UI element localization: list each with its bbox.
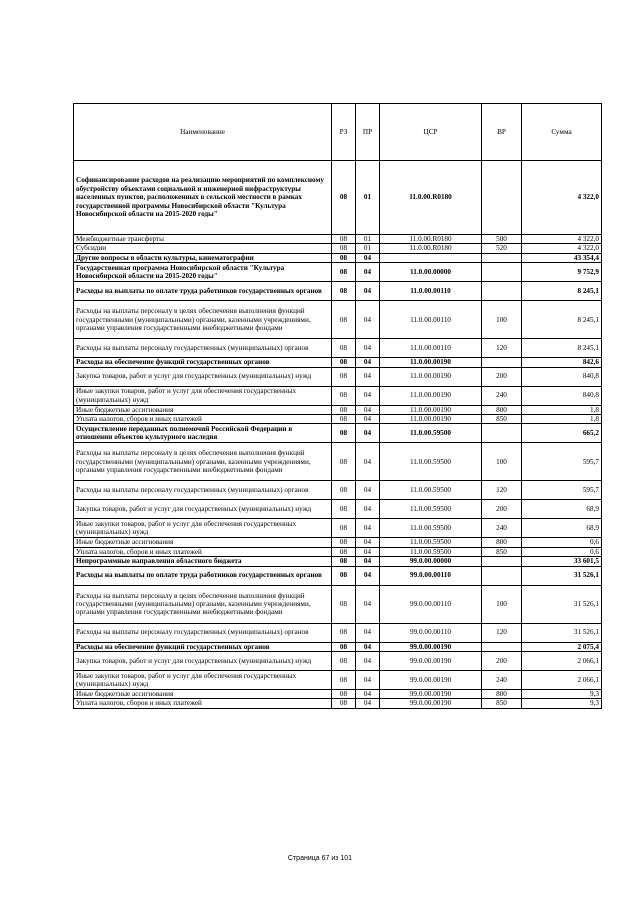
- cell-vr: 850: [482, 547, 522, 556]
- cell-name: Закупка товаров, работ и услуг для государственных (муниципальных) нужд: [74, 500, 332, 519]
- cell-name: Расходы на обеспечение функций государственных органов: [74, 642, 332, 651]
- table-row: [74, 519, 602, 538]
- cell-csr: 11.0.00.00190: [380, 405, 482, 414]
- cell-name: Расходы на выплаты персоналу государственных (муниципальных) органов: [74, 481, 332, 500]
- cell-csr: 11.0.00.00190: [380, 415, 482, 424]
- table-body: [74, 161, 602, 709]
- cell-vr: 520: [482, 244, 522, 253]
- cell-vr: 500: [482, 235, 522, 244]
- table-row: [74, 642, 602, 651]
- cell-csr: [380, 253, 482, 262]
- cell-vr: 800: [482, 690, 522, 699]
- cell-pr: 04: [356, 253, 380, 262]
- cell-name: Софинансирование расходов на реализацию мероприятий по комплексному обустройству объектами социальной и инженерной инфраструктуры населенных пунктов, расположенных в сельской местности в рамках государственной программы Новосибирской области "Культура Новосибирской области на 2015-2020 годы": [74, 161, 332, 235]
- cell-rz: 08: [332, 282, 356, 301]
- cell-pr: 04: [356, 652, 380, 671]
- cell-pr: 04: [356, 557, 380, 566]
- cell-pr: 04: [356, 443, 380, 481]
- table-row: [74, 690, 602, 699]
- cell-sum: 1,8: [522, 415, 602, 424]
- cell-sum: 2 075,4: [522, 642, 602, 651]
- cell-sum: 68,9: [522, 519, 602, 538]
- cell-sum: 4 322,0: [522, 244, 602, 253]
- cell-name: Субсидии: [74, 244, 332, 253]
- cell-name: Иные бюджетные ассигнования: [74, 538, 332, 547]
- cell-vr: 120: [482, 623, 522, 642]
- cell-name: Расходы на выплаты по оплате труда работников государственных органов: [74, 566, 332, 585]
- table-header-row: [74, 104, 602, 161]
- table-row: [74, 244, 602, 253]
- cell-name: Закупка товаров, работ и услуг для государственных (муниципальных) нужд: [74, 367, 332, 386]
- cell-vr: 200: [482, 652, 522, 671]
- cell-name: Иные закупки товаров, работ и услуг для обеспечения государственных (муниципальных) нужд: [74, 386, 332, 405]
- cell-pr: 04: [356, 500, 380, 519]
- cell-csr: 99.0.00.00000: [380, 557, 482, 566]
- cell-csr: 11.0.00.R0180: [380, 235, 482, 244]
- table-row: [74, 367, 602, 386]
- cell-csr: 11.0.00.59500: [380, 500, 482, 519]
- cell-pr: 01: [356, 244, 380, 253]
- cell-pr: 04: [356, 481, 380, 500]
- cell-rz: 08: [332, 690, 356, 699]
- table-row: [74, 415, 602, 424]
- budget-table: [73, 103, 602, 709]
- cell-csr: 99.0.00.00190: [380, 671, 482, 690]
- cell-sum: 4 322,0: [522, 235, 602, 244]
- table-row: [74, 301, 602, 339]
- cell-name: Государственная программа Новосибирской области "Культура Новосибирской области на 2015-2020 годы": [74, 263, 332, 282]
- cell-rz: 08: [332, 424, 356, 443]
- cell-name: Межбюджетные трансферты: [74, 235, 332, 244]
- cell-sum: 33 601,5: [522, 557, 602, 566]
- cell-vr: 120: [482, 481, 522, 500]
- cell-pr: 01: [356, 235, 380, 244]
- cell-sum: 68,9: [522, 500, 602, 519]
- cell-rz: 08: [332, 642, 356, 651]
- cell-rz: 08: [332, 443, 356, 481]
- cell-sum: 8 245,1: [522, 282, 602, 301]
- cell-vr: 100: [482, 443, 522, 481]
- cell-csr: 11.0.00.00190: [380, 367, 482, 386]
- table-row: [74, 538, 602, 547]
- cell-pr: 04: [356, 585, 380, 623]
- cell-name: Уплата налогов, сборов и иных платежей: [74, 699, 332, 708]
- table-row: [74, 557, 602, 566]
- cell-pr: 04: [356, 339, 380, 358]
- cell-sum: 9,3: [522, 690, 602, 699]
- cell-rz: 08: [332, 263, 356, 282]
- cell-csr: 99.0.00.00190: [380, 699, 482, 708]
- table-row: [74, 443, 602, 481]
- cell-sum: 665,2: [522, 424, 602, 443]
- cell-name: Расходы на обеспечение функций государственных органов: [74, 358, 332, 367]
- cell-pr: 04: [356, 358, 380, 367]
- table-row: [74, 481, 602, 500]
- cell-csr: 11.0.00.59500: [380, 519, 482, 538]
- cell-rz: 08: [332, 301, 356, 339]
- cell-sum: 842,6: [522, 358, 602, 367]
- cell-pr: 04: [356, 301, 380, 339]
- cell-name: Расходы на выплаты персоналу в целях обеспечения выполнения функций государственными (муниципальными) органами, казенными учреждениями, органами управления государственными внебюджетными фондами: [74, 443, 332, 481]
- cell-csr: 99.0.00.00190: [380, 642, 482, 651]
- cell-vr: 120: [482, 339, 522, 358]
- cell-vr: [482, 566, 522, 585]
- cell-vr: [482, 557, 522, 566]
- cell-sum: 1,8: [522, 405, 602, 414]
- cell-pr: 04: [356, 690, 380, 699]
- cell-pr: 04: [356, 699, 380, 708]
- cell-name: Другие вопросы в области культуры, кинематографии: [74, 253, 332, 262]
- cell-vr: [482, 282, 522, 301]
- cell-sum: 31 526,1: [522, 566, 602, 585]
- cell-csr: 11.0.00.R0180: [380, 161, 482, 235]
- cell-pr: 04: [356, 424, 380, 443]
- cell-vr: 800: [482, 405, 522, 414]
- cell-pr: 04: [356, 405, 380, 414]
- table-row: [74, 500, 602, 519]
- cell-vr: [482, 358, 522, 367]
- cell-pr: 04: [356, 566, 380, 585]
- cell-rz: 08: [332, 415, 356, 424]
- header-pr: ПР: [356, 104, 380, 161]
- cell-csr: 11.0.00.59500: [380, 424, 482, 443]
- table-row: [74, 282, 602, 301]
- cell-sum: 4 322,0: [522, 161, 602, 235]
- table-row: [74, 405, 602, 414]
- cell-name: Расходы на выплаты персоналу в целях обеспечения выполнения функций государственными (муниципальными) органами, казенными учреждениями, органами управления государственными внебюджетными фондами: [74, 301, 332, 339]
- cell-sum: 0,6: [522, 547, 602, 556]
- cell-rz: 08: [332, 671, 356, 690]
- cell-rz: 08: [332, 500, 356, 519]
- cell-vr: [482, 253, 522, 262]
- table-row: [74, 339, 602, 358]
- cell-sum: 595,7: [522, 443, 602, 481]
- cell-vr: 850: [482, 415, 522, 424]
- cell-sum: 0,6: [522, 538, 602, 547]
- cell-vr: [482, 263, 522, 282]
- table-row: [74, 547, 602, 556]
- cell-sum: 2 066,1: [522, 671, 602, 690]
- cell-vr: [482, 161, 522, 235]
- cell-sum: 31 526,1: [522, 623, 602, 642]
- cell-name: Иные закупки товаров, работ и услуг для обеспечения государственных (муниципальных) нужд: [74, 519, 332, 538]
- cell-rz: 08: [332, 358, 356, 367]
- cell-pr: 04: [356, 671, 380, 690]
- cell-rz: 08: [332, 244, 356, 253]
- cell-pr: 04: [356, 415, 380, 424]
- cell-vr: 800: [482, 538, 522, 547]
- cell-sum: 8 245,1: [522, 301, 602, 339]
- cell-csr: 11.0.00.00190: [380, 358, 482, 367]
- cell-sum: 8 245,1: [522, 339, 602, 358]
- table-row: [74, 424, 602, 443]
- cell-sum: 840,8: [522, 386, 602, 405]
- cell-sum: 595,7: [522, 481, 602, 500]
- cell-rz: 08: [332, 699, 356, 708]
- cell-rz: 08: [332, 519, 356, 538]
- cell-pr: 01: [356, 161, 380, 235]
- cell-name: Расходы на выплаты персоналу государственных (муниципальных) органов: [74, 623, 332, 642]
- header-vr: ВР: [482, 104, 522, 161]
- header-csr: ЦСР: [380, 104, 482, 161]
- cell-rz: 08: [332, 367, 356, 386]
- cell-name: Уплата налогов, сборов и иных платежей: [74, 547, 332, 556]
- table-row: [74, 623, 602, 642]
- cell-name: Осуществление переданных полномочий Российской Федерации в отношении объектов культурного наследия: [74, 424, 332, 443]
- cell-name: Уплата налогов, сборов и иных платежей: [74, 415, 332, 424]
- table-row: [74, 699, 602, 708]
- cell-csr: 99.0.00.00110: [380, 623, 482, 642]
- cell-rz: 08: [332, 623, 356, 642]
- cell-vr: [482, 642, 522, 651]
- cell-name: Расходы на выплаты по оплате труда работников государственных органов: [74, 282, 332, 301]
- cell-pr: 04: [356, 519, 380, 538]
- page-number: Страница 67 из 101: [287, 855, 353, 862]
- cell-name: Иные закупки товаров, работ и услуг для обеспечения государственных (муниципальных) нужд: [74, 671, 332, 690]
- cell-vr: 200: [482, 500, 522, 519]
- cell-name: Непрограммные направления областного бюджета: [74, 557, 332, 566]
- cell-rz: 08: [332, 557, 356, 566]
- cell-pr: 04: [356, 547, 380, 556]
- cell-pr: 04: [356, 386, 380, 405]
- cell-sum: 2 066,1: [522, 652, 602, 671]
- cell-vr: 100: [482, 301, 522, 339]
- cell-rz: 08: [332, 405, 356, 414]
- cell-csr: 11.0.00.00110: [380, 339, 482, 358]
- cell-vr: 100: [482, 585, 522, 623]
- table-row: [74, 358, 602, 367]
- table-row: [74, 566, 602, 585]
- cell-rz: 08: [332, 253, 356, 262]
- cell-sum: 9,3: [522, 699, 602, 708]
- table-row: [74, 263, 602, 282]
- cell-csr: 11.0.00.00110: [380, 282, 482, 301]
- table-row: [74, 585, 602, 623]
- table-row: [74, 253, 602, 262]
- cell-sum: 9 752,9: [522, 263, 602, 282]
- cell-rz: 08: [332, 538, 356, 547]
- cell-csr: 11.0.00.59500: [380, 443, 482, 481]
- cell-csr: 11.0.00.00110: [380, 301, 482, 339]
- cell-pr: 04: [356, 263, 380, 282]
- table-row: [74, 652, 602, 671]
- cell-pr: 04: [356, 282, 380, 301]
- cell-csr: 99.0.00.00110: [380, 566, 482, 585]
- table-row: [74, 235, 602, 244]
- cell-csr: 99.0.00.00190: [380, 690, 482, 699]
- cell-name: Расходы на выплаты персоналу в целях обеспечения выполнения функций государственными (муниципальными) органами, казенными учреждениями, органами управления государственными внебюджетными фондами: [74, 585, 332, 623]
- cell-name: Закупка товаров, работ и услуг для государственных (муниципальных) нужд: [74, 652, 332, 671]
- table-row: [74, 386, 602, 405]
- cell-csr: 11.0.00.00190: [380, 386, 482, 405]
- cell-csr: 11.0.00.R0180: [380, 244, 482, 253]
- cell-csr: 11.0.00.00000: [380, 263, 482, 282]
- header-name: Наименование: [74, 104, 332, 161]
- table-row: [74, 161, 602, 235]
- header-rz: РЗ: [332, 104, 356, 161]
- cell-sum: 31 526,1: [522, 585, 602, 623]
- cell-csr: 11.0.00.59500: [380, 538, 482, 547]
- cell-rz: 08: [332, 235, 356, 244]
- cell-pr: 04: [356, 367, 380, 386]
- cell-pr: 04: [356, 538, 380, 547]
- cell-rz: 08: [332, 652, 356, 671]
- cell-vr: 240: [482, 519, 522, 538]
- cell-name: Иные бюджетные ассигнования: [74, 690, 332, 699]
- cell-sum: 43 354,4: [522, 253, 602, 262]
- cell-rz: 08: [332, 585, 356, 623]
- header-sum: Сумма: [522, 104, 602, 161]
- cell-csr: 11.0.00.59500: [380, 547, 482, 556]
- cell-name: Иные бюджетные ассигнования: [74, 405, 332, 414]
- cell-vr: [482, 424, 522, 443]
- cell-vr: 200: [482, 367, 522, 386]
- cell-csr: 99.0.00.00190: [380, 652, 482, 671]
- cell-rz: 08: [332, 339, 356, 358]
- cell-vr: 850: [482, 699, 522, 708]
- cell-name: Расходы на выплаты персоналу государственных (муниципальных) органов: [74, 339, 332, 358]
- cell-rz: 08: [332, 566, 356, 585]
- cell-rz: 08: [332, 547, 356, 556]
- cell-pr: 04: [356, 642, 380, 651]
- cell-vr: 240: [482, 671, 522, 690]
- cell-csr: 11.0.00.59500: [380, 481, 482, 500]
- cell-rz: 08: [332, 386, 356, 405]
- cell-rz: 08: [332, 161, 356, 235]
- table-row: [74, 671, 602, 690]
- cell-pr: 04: [356, 623, 380, 642]
- cell-csr: 99.0.00.00110: [380, 585, 482, 623]
- cell-sum: 840,8: [522, 367, 602, 386]
- cell-vr: 240: [482, 386, 522, 405]
- cell-rz: 08: [332, 481, 356, 500]
